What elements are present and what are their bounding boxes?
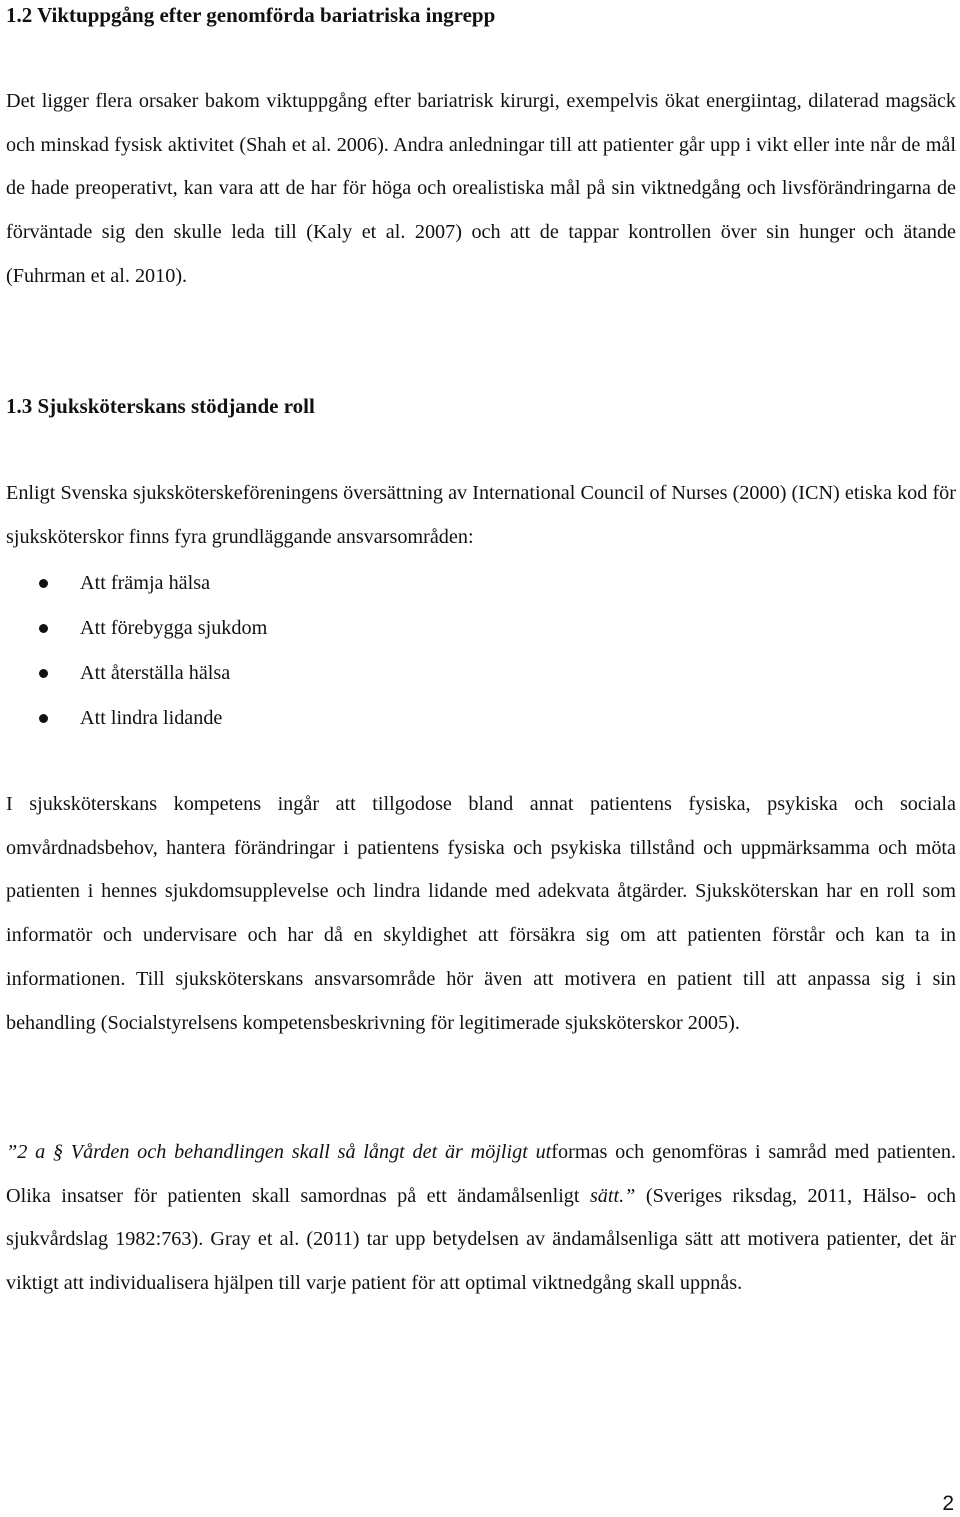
paragraph-law-quote: [6, 1131, 956, 1306]
list-item: Att lindra lidande: [0, 696, 267, 741]
paragraph-icn-intro: Enligt Svenska sjuksköterskeföreningens översättning av International Council of Nurses (2000) (ICN) etiska kod för sjuksköterskor finns fyra grundläggande ansvarsområden:: [6, 482, 956, 548]
quote-italic-start: ”2 a § Vården och behandlingen skall så långt det är möjligt ut: [6, 1141, 552, 1163]
bullet-icon: [39, 669, 48, 678]
section-heading-1-3: 1.3 Sjuksköterskans stödjande roll: [6, 394, 315, 418]
paragraph-weight-gain: Det ligger flera orsaker bakom viktuppgång efter bariatrisk kirurgi, exempelvis ökat energiintag, dilaterad magsäck och minskad fysisk aktivitet (Shah et al. 2006). Andra anledningar till att patienter går upp i vikt eller inte når de mål de hade preoperativt, kan vara att de har för höga och orealistiska mål på sin viktnedgång och livsförändringarna de förväntade sig den skulle leda till (Kaly et al. 2007) och att de tappar kontrollen över sin hunger och ätande (Fuhrman et al. 2010).: [6, 90, 956, 287]
quote-regular: formas och genomföras i samråd med patienten. Olika insatser för patienten skall samordnas på ett ändamålsenligt: [6, 1141, 956, 1207]
section-heading-1-2: 1.2 Viktuppgång efter genomförda bariatriska ingrepp: [6, 3, 496, 27]
bullet-icon: [39, 579, 48, 588]
responsibility-list: [0, 561, 267, 741]
quote-rest: (Sveriges riksdag, 2011, Hälso- och sjukvårdslag 1982:763). Gray et al. (2011) tar upp betydelsen av ändamålsenliga sätt att motivera patienter, det är viktigt att individualisera hjälpen till varje patient för att optimal viktnedgång skall uppnås.: [6, 1184, 956, 1295]
list-item: Att främja hälsa: [0, 561, 267, 606]
bullet-icon: [39, 624, 48, 633]
paragraph-competence: I sjuksköterskans kompetens ingår att tillgodose bland annat patientens fysiska, psykiska och sociala omvårdnadsbehov, hantera förändringar i patientens fysiska och psykiska tillstånd och uppmärksamma och möta patienten i hennes sjukdomsupplevelse och lindra lidande med adekvata åtgärder. Sjuksköterskan har en roll som informatör och undervisare och har då en skyldighet att försäkra sig om att patienten förstår och kan ta in informationen. Till sjuksköterskans ansvarsområde hör även att motivera en patient till att anpassa sig i sin behandling (Socialstyrelsens kompetensbeskrivning för legitimerade sjuksköterskor 2005).: [6, 793, 956, 1034]
list-item: Att återställa hälsa: [0, 651, 267, 696]
page-number: 2: [942, 1492, 954, 1515]
list-item: Att förebygga sjukdom: [0, 606, 267, 651]
bullet-icon: [39, 714, 48, 723]
quote-italic-end: sätt.”: [589, 1184, 636, 1207]
